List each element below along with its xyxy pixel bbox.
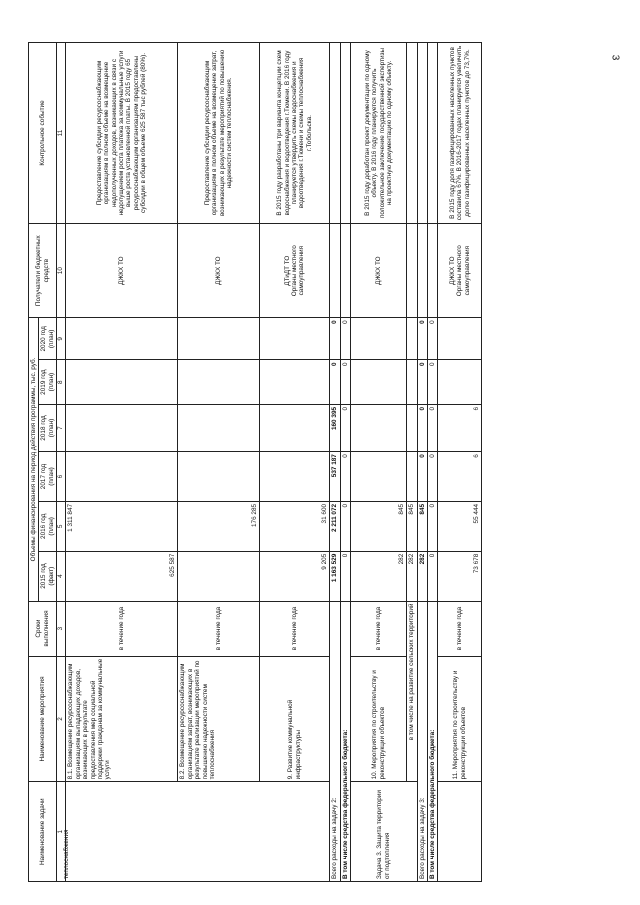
column-number-row — [57, 43, 66, 882]
column-number: 1 — [57, 782, 66, 882]
value-2017 — [178, 452, 260, 502]
value-2016: 845 — [407, 501, 417, 551]
total-value: 0 — [417, 360, 427, 405]
term-cell: в течение года — [260, 601, 330, 656]
event-cell: В 2015 году разработаны три варианта концепции схем водоснабжения и водоотведения г.Тюмени. В 2016 году планируется утвердить схемы водоснабжения и водоотведения г.Тюмени и схемы теплоснабжения г.Тобольска. — [260, 43, 330, 224]
value-2019 — [178, 360, 260, 405]
total-value: 2 211 072 — [330, 501, 340, 551]
column-number: 4 — [57, 551, 66, 601]
year-type: (план) — [47, 418, 55, 438]
value-2015: 73 678 — [438, 551, 482, 601]
federal-value: 0 — [427, 452, 437, 502]
empty-cell — [417, 43, 427, 224]
row-federal-task-2 — [340, 43, 350, 882]
row-activity-8-2 — [178, 43, 260, 882]
total-value: 1 163 529 — [330, 551, 340, 601]
column-number: 7 — [57, 404, 66, 451]
federal-value: 0 — [427, 318, 437, 360]
federal-value: 0 — [427, 360, 437, 405]
value-2019 — [438, 360, 482, 405]
task-cut-text: теплоснабжения — [63, 829, 71, 879]
value-2016: 31 600 — [260, 501, 330, 551]
header-funding: Объемы финансирования на период действия программы, тыс. руб. — [29, 318, 39, 601]
recipient-cell: ДЖКХ ТО — [178, 223, 260, 317]
year-label: 2016 год — [40, 513, 48, 539]
header-task: Наименование задачи — [29, 782, 57, 882]
term-cell: в течение года — [66, 601, 178, 656]
rotated-sheet — [28, 42, 480, 882]
value-2016: 1 311 847 — [66, 501, 178, 551]
column-number: 11 — [57, 43, 66, 224]
value-2015: 282 — [407, 551, 417, 601]
header-activity: Наименование мероприятия — [29, 656, 57, 782]
year-label: 2020 год — [40, 326, 48, 352]
page-number: 3 — [609, 54, 621, 61]
federal-value: 0 — [340, 318, 350, 360]
empty-cell — [427, 43, 437, 224]
recipient-cell: ДЖКХ ТО Органы местного самоуправления — [438, 223, 482, 317]
value-2017 — [351, 452, 407, 502]
year-label: 2019 год — [40, 369, 48, 395]
header-year — [39, 318, 57, 360]
row-rural — [407, 43, 417, 882]
row-activity-8-1 — [66, 43, 178, 882]
value-2017 — [260, 452, 330, 502]
recipient-cell: ДЖКХ ТО — [351, 223, 407, 317]
federal-label: В том числе средства федерального бюджета: — [427, 601, 437, 881]
value-2019 — [407, 360, 417, 405]
federal-value: 0 — [340, 551, 350, 601]
total-label: Всего расходы на задачу 3: — [417, 601, 427, 881]
activity-cell: 10. Мероприятия по строительству и реконструкции объектов — [351, 656, 407, 782]
header-year — [39, 501, 57, 551]
value-2016: 176 285 — [178, 501, 260, 551]
federal-value: 0 — [340, 452, 350, 502]
year-type: (план) — [47, 372, 55, 392]
year-label: 2018 год — [40, 415, 48, 441]
row-activity-9 — [260, 43, 330, 882]
task-cell-empty — [438, 782, 482, 882]
header-recipients: Получатели бюджетных средств — [29, 223, 57, 317]
year-type: (факт) — [47, 566, 55, 586]
value-2016: 55 444 — [438, 501, 482, 551]
value-2018 — [66, 404, 178, 451]
value-2015 — [178, 551, 260, 601]
total-value: 0 — [417, 452, 427, 502]
rural-label: в том числе на развитие сельских территорий — [407, 601, 417, 782]
event-cell: Предоставление субсидии ресурсоснабжающим организациям в полном объеме на возмещение недополученных доходов, возникающих в связи с недопущением роста платежа за коммунальные услуги выше роста установленной платы. В 2015 году 65 ресурсоснабжающим организациям предоставлены субсидии в общем объеме 625 587 тыс рублей (80%). — [66, 43, 178, 224]
empty-cell — [330, 223, 340, 317]
activity-cell: 11. Мероприятия по строительству и реконструкции объектов — [438, 656, 482, 782]
total-value: 282 — [417, 551, 427, 601]
year-type: (план) — [47, 329, 55, 349]
empty-cell — [417, 223, 427, 317]
value-2015: 282 — [351, 551, 407, 601]
activity-cell: 9. Развитие коммунальной инфраструктуры — [260, 656, 330, 782]
total-value: 160 395 — [330, 404, 340, 451]
column-number: 8 — [57, 360, 66, 405]
federal-label: В том числе средства федерального бюджета: — [340, 601, 350, 881]
column-number: 6 — [57, 452, 66, 502]
column-number: 2 — [57, 656, 66, 782]
header-term: Сроки выполнения — [29, 601, 57, 656]
value-2017 — [407, 452, 417, 502]
header-event: Контрольное событие — [29, 43, 57, 224]
row-federal-task-3 — [427, 43, 437, 882]
value-2017 — [66, 452, 178, 502]
column-number: 3 — [57, 601, 66, 656]
federal-value: 0 — [340, 501, 350, 551]
federal-value: 0 — [427, 551, 437, 601]
row-activity-11 — [438, 43, 482, 882]
header-year — [39, 404, 57, 451]
value-2015: 9 205 — [260, 551, 330, 601]
header-year — [39, 452, 57, 502]
total-value: 537 187 — [330, 452, 340, 502]
federal-value: 0 — [340, 360, 350, 405]
row-activity-10 — [351, 43, 407, 882]
year-label: 2015 год — [40, 563, 48, 589]
empty-cell — [340, 223, 350, 317]
total-value: 845 — [417, 501, 427, 551]
value-2020 — [178, 318, 260, 360]
total-value: 0 — [417, 404, 427, 451]
empty-cell — [427, 223, 437, 317]
year-label: 2017 год — [40, 463, 48, 490]
value-2018 — [351, 404, 407, 451]
event-cell: В 2015 году доля газифицированных населенных пунктов составила 67%. В 2016-2017 годах планируется увеличить долю газифицированных населенных пунктов до 73,7%. — [438, 43, 482, 224]
activity-cell: 8.1. Возмещение ресурсоснабжающим организациям выпадающих доходов, возникающих в результате предоставления мер социальной поддержки гражданам за коммунальные услуги — [66, 656, 178, 782]
value-2020 — [407, 318, 417, 360]
task-cell-continued — [63, 782, 330, 882]
federal-value: 0 — [427, 501, 437, 551]
empty-cell — [330, 43, 340, 224]
value-2020 — [351, 318, 407, 360]
row-total-task-2 — [330, 43, 340, 882]
empty-cell — [340, 43, 350, 224]
recipient-cell: ДЖКХ ТО — [66, 223, 178, 317]
event-cell: В 2015 году доработан проект документации по одному объекту. В 2016 году планируется получить положительное заключение государственной экспертизы на проектную документацию по одному объекту. — [351, 43, 407, 224]
total-label: Всего расходы на задачу 2: — [330, 601, 340, 881]
column-number: 10 — [57, 223, 66, 317]
header-year — [39, 360, 57, 405]
value-2019 — [66, 360, 178, 405]
value-2019 — [260, 360, 330, 405]
total-value: 0 — [330, 318, 340, 360]
value-2018 — [178, 404, 260, 451]
total-value: 0 — [330, 360, 340, 405]
value-2016: 845 — [351, 501, 407, 551]
year-type: (план) — [47, 517, 55, 536]
value-2018 — [407, 404, 417, 451]
recipient-cell: ДТиДТ ТО Органы местного самоуправления — [260, 223, 330, 317]
program-table — [28, 42, 482, 882]
term-cell: в течение года — [178, 601, 260, 656]
empty-cell — [407, 223, 417, 317]
term-cell: в течение года — [351, 601, 407, 656]
header-row-1 — [29, 43, 39, 882]
year-type: (план) — [47, 467, 55, 486]
header-year — [39, 551, 57, 601]
value-2019 — [351, 360, 407, 405]
value-2018 — [260, 404, 330, 451]
column-number: 5 — [57, 501, 66, 551]
task-3-cell: Задача 3. Защита территории от подтопления — [351, 782, 417, 882]
term-cell: в течение года — [438, 601, 482, 656]
activity-cell: 8.2. Возмещение ресурсоснабжающим организациям затрат, возникающих в результате реализации мероприятий по повышению надежности систем теплоснабжения — [178, 656, 260, 782]
value-2017: 6 — [438, 452, 482, 502]
value-2015: 625 587 — [66, 551, 178, 601]
empty-cell — [407, 43, 417, 224]
value-2020 — [438, 318, 482, 360]
value-2020 — [66, 318, 178, 360]
total-value: 0 — [417, 318, 427, 360]
row-total-task-3 — [417, 43, 427, 882]
column-number: 9 — [57, 318, 66, 360]
federal-value: 0 — [340, 404, 350, 451]
value-2020 — [260, 318, 330, 360]
value-2018: 6 — [438, 404, 482, 451]
federal-value: 0 — [427, 404, 437, 451]
event-cell: Предоставление субсидии ресурсоснабжающим организациям в полном объеме на возмещение затрат, возникающих в результате мероприятий по повышению надежности систем теплоснабжения. — [178, 43, 260, 224]
